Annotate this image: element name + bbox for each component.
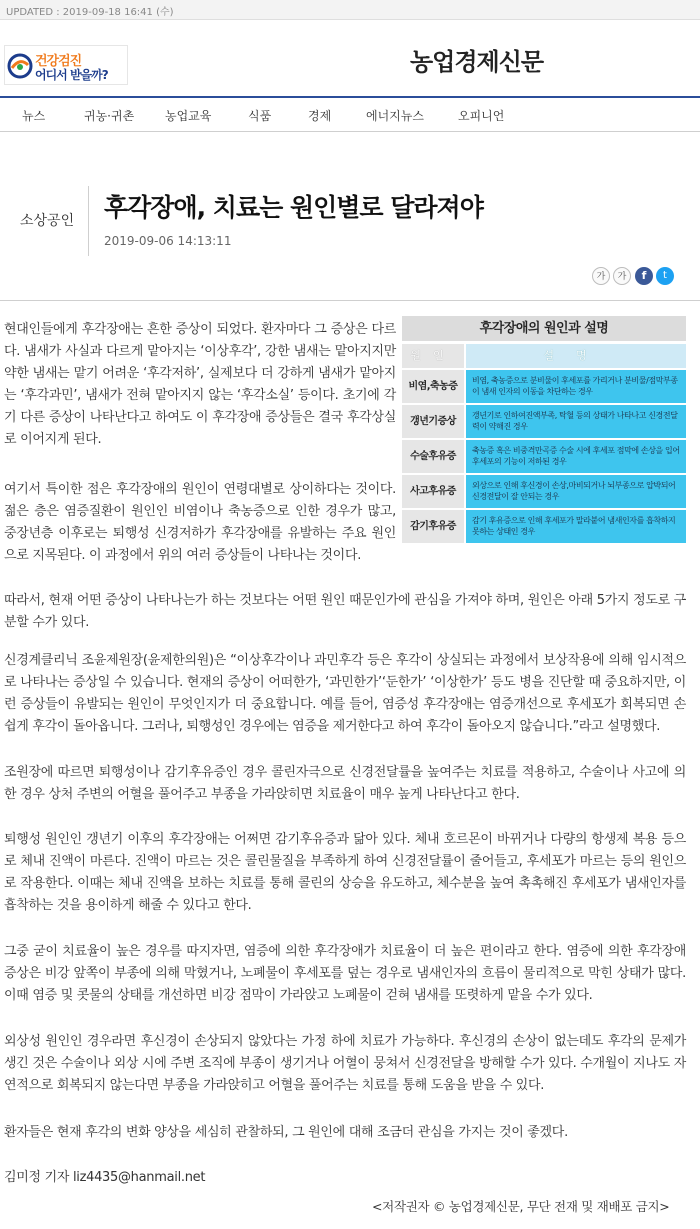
figure-desc: 외상으로 인해 후신경이 손상,마비되거나 뇌부종으로 압박되어 신경전달이 잘 안되는 경우 [466,475,686,508]
article-byline: 김미정 기자 liz4435@hanmail.net [4,1170,206,1185]
figure-row [402,475,686,508]
article-paragraph: 그중 굳이 치료율이 높은 경우를 따지자면, 염증에 의한 후각장애가 치료율이 더 높은 편이라고 한다. 염증에 의한 후각장애 증상은 비강 앞쪽이 부종에 의해 막혔거나, 노폐물이 후세포를 덮는 경우로 냄새인자의 흐름이 물리적으로 막힌 상태가 많다. 이때 염증 및 콧물의 상태를 개선하면 비강 점막이 가라앉고 노폐물이 걷혀 냄새를 또렷하게 맡을 수가 있다. [4,944,686,1003]
nav-item-opinion[interactable]: 오피니언 [458,109,505,123]
smell-disorder-cause-figure [402,316,686,564]
figure-desc: 비염, 축농증으로 분비물이 후세포를 가리거나 분비물/점막부종이 냄새 인자의 이동을 차단하는 경우 [466,370,686,403]
article-date: 2019-09-06 14:13:11 [104,234,232,248]
article-paragraph: 조원장에 따르면 퇴행성이나 감기후유증인 경우 콜린자극으로 신경전달률을 높여주는 치료를 적용하고, 수술이나 사고에 의한 경우 상처 주변의 어혈을 풀어주고 부종을 가라앉히면 치료율이 매우 높게 나타난다고 한다. [4,765,686,802]
figure-cause: 갱년기증상 [402,405,464,438]
figure-header-desc: 설명 [466,344,686,368]
figure-cause: 비염,축농증 [402,370,464,403]
figure-row [402,440,686,473]
font-size-increase-button[interactable]: 가 [613,267,631,285]
main-nav [0,96,700,132]
ad-logo-icon [7,53,33,79]
nav-item-agri-education[interactable]: 농업교육 [165,109,212,123]
figure-desc: 갱년기로 인하여진액부족, 탁혈 등의 상태가 나타나고 신경전달력이 약해진 경우 [466,405,686,438]
article-paragraph: 현대인들에게 후각장애는 흔한 증상이 되었다. 환자마다 그 증상은 다르다. 냄새가 사실과 다르게 맡아지는 ‘이상후각’, 강한 냄새는 맡아지지만 약한 냄새는 맡기 어려운 ‘후각저하’, 실제보다 더 강하게 냄새가 맡아지는 ‘후각과민’, 냄새가 전혀 맡아지지 않는 ‘후각소실’ 등이다. 초기에 각기 다른 증상이 나타난다고 하여도 이 후각장애 증상들은 결국 후각상실로 이어지게 된다. [4,322,396,447]
article-paragraph: 환자들은 현재 후각의 변화 양상을 세심히 관찰하되, 그 원인에 대해 조금더 관심을 가지는 것이 좋겠다. [4,1125,568,1140]
font-size-decrease-button[interactable]: 가 [592,267,610,285]
ad-line1: 건강검진 [35,54,82,69]
figure-header-cause: 원인 [402,344,464,368]
header-divider [88,186,89,256]
section-label[interactable]: 소상공인 [20,213,75,229]
article-paragraph: 퇴행성 원인인 갱년기 이후의 후각장애는 어쩌면 감기후유증과 닮아 있다. 체내 호르몬이 바뀌거나 다량의 항생제 복용 등으로 체내 진액이 마른다. 진액이 마르는 것은 콜린물질을 부족하게 하여 신경전달률이 줄어들고, 후세포가 마르는 등의 원인으로 작용한다. 이때는 체내 진액을 보하는 치료를 통해 콜린의 상승을 유도하고, 체수분을 높여 촉촉해진 후세포가 냄새인자를 흡착하는 것을 용이하게 해줄 수 있다고 한다. [4,832,686,913]
facebook-share-icon[interactable]: f [635,267,653,285]
article-paragraph: 신경계클리닉 조윤제원장(윤제한의원)은 “이상후각이나 과민후각 등은 후각이 상실되는 과정에서 보상작용에 의해 임시적으로 나타나는 증상일 수 있습니다. 현재의 증상이 어떠한가, ‘과민한가’‘둔한가’ ‘이상한가’ 등도 병을 진단할 때 중요하지만, 이런 증상들이 유발되는 원인이 무엇인지가 더 중요합니다. 예를 들어, 염증성 후각장애는 염증개선으로 후세포가 회복되면 손쉽게 후각이 돌아옵니다. 그러나, 퇴행성인 경우에는 염증을 제거한다고 하여 후각이 돌아오지 않습니다.”라고 설명했다. [4,653,686,734]
updated-bar [0,0,700,20]
figure-row [402,370,686,403]
figure-row [402,405,686,438]
article-paragraph: 여기서 특이한 점은 후각장애의 원인이 연령대별로 상이하다는 것이다. 젊은 층은 염증질환이 원인인 비염이나 축농증으로 인한 경우가 많고, 중장년층 이후로는 퇴행성 신경저하가 후각장애를 유발하는 주요 원인으로 지목된다. 이 과정에서 위의 여러 증상들이 나타나는 것이다. [4,482,396,563]
site-title[interactable]: 농업경제신문 [410,48,544,76]
twitter-share-icon[interactable]: t [656,267,674,285]
figure-cause: 수술후유증 [402,440,464,473]
figure-title: 후각장애의 원인과 설명 [402,316,686,341]
nav-item-return-farming[interactable]: 귀농·귀촌 [84,109,135,123]
figure-row [402,510,686,543]
copyright-notice: <저작권자 © 농업경제신문, 무단 전재 및 재배포 금지> [372,1199,670,1214]
figure-desc: 축농증 혹은 비중격만곡증 수술 시에 후세포 점막에 손상을 입어 후세포의 기능이 저하된 경우 [466,440,686,473]
figure-cause: 감기후유증 [402,510,464,543]
figure-cause: 사고후유증 [402,475,464,508]
content-divider [0,300,700,301]
nav-item-news[interactable]: 뉴스 [22,109,46,123]
ad-line2: 어디서 받을까? [35,68,108,82]
nav-item-food[interactable]: 식품 [248,109,272,123]
nav-item-energy-news[interactable]: 에너지뉴스 [366,109,424,123]
nav-item-economy[interactable]: 경제 [308,109,332,123]
article-paragraph: 외상성 원인인 경우라면 후신경이 손상되지 않았다는 가정 하에 치료가 가능하다. 후신경의 손상이 없는데도 후각의 문제가 생긴 것은 수술이나 외상 시에 주변 조직에 부종이 생기거나 어혈이 뭉쳐서 신경전달을 방해할 수가 있다. 수개월이 지나도 자연적으로 회복되지 않는다면 부종을 가라앉히고 어혈을 풀어주는 치료를 통해 도움을 받을 수 있다. [4,1034,686,1093]
updated-text: UPDATED : 2019-09-18 16:41 (수) [6,7,174,18]
figure-desc: 감기 후유증으로 인해 후세포가 말라붙어 냄새인자를 흡착하지 못하는 상태인 경우 [466,510,686,543]
article-headline: 후각장애, 치료는 원인별로 달라져야 [104,193,483,222]
article-paragraph: 따라서, 현재 어떤 증상이 나타나는가 하는 것보다는 어떤 원인 때문인가에 관심을 가져야 하며, 원인은 아래 5가지 정도로 구분할 수가 있다. [4,593,686,630]
health-checkup-ad-banner[interactable] [4,45,128,85]
